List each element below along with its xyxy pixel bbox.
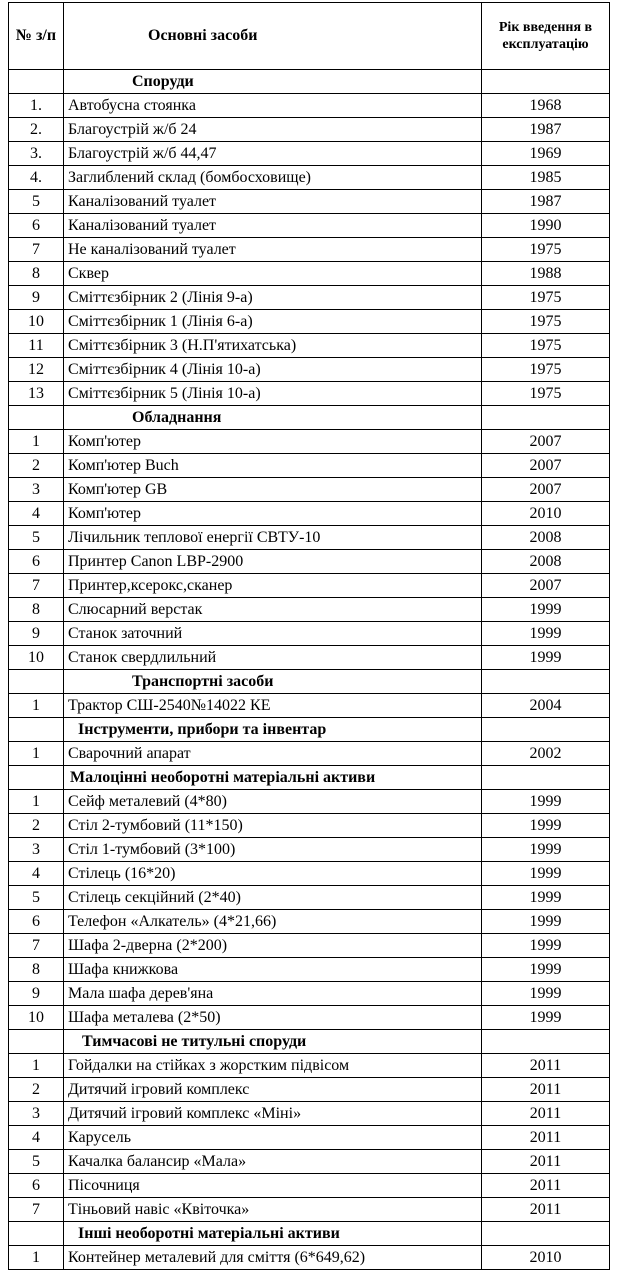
row-asset-name: Качалка балансир «Мала»: [64, 1150, 482, 1174]
table-row: [9, 166, 610, 190]
row-asset-name: Слюсарний верстак: [64, 598, 482, 622]
row-number: 3: [9, 1102, 64, 1126]
table-row: [9, 502, 610, 526]
row-year: 1987: [482, 190, 610, 214]
row-asset-name: Благоустрій ж/б 24: [64, 118, 482, 142]
table-row: [9, 958, 610, 982]
table-row: [9, 694, 610, 718]
table-row: [9, 454, 610, 478]
row-year: 2002: [482, 742, 610, 766]
row-number: 6: [9, 550, 64, 574]
table-row: [9, 862, 610, 886]
row-asset-name: Благоустрій ж/б 44,47: [64, 142, 482, 166]
table-row: [9, 358, 610, 382]
section-number-cell: [9, 70, 64, 94]
table-row: [9, 574, 610, 598]
row-asset-name: Станок заточний: [64, 622, 482, 646]
row-asset-name: Каналізований туалет: [64, 190, 482, 214]
row-asset-name: Пісочниця: [64, 1174, 482, 1198]
row-number: 7: [9, 238, 64, 262]
row-year: 1975: [482, 310, 610, 334]
row-year: 1969: [482, 142, 610, 166]
row-year: 2007: [482, 430, 610, 454]
row-number: 10: [9, 1006, 64, 1030]
table-row: [9, 142, 610, 166]
table-row: [9, 118, 610, 142]
section-title: Споруди: [64, 70, 482, 94]
table-row: [9, 598, 610, 622]
table-header-row: [9, 3, 610, 70]
row-year: 1985: [482, 166, 610, 190]
table-row: [9, 262, 610, 286]
table-row: [9, 790, 610, 814]
row-asset-name: Сміттєзбірник 1 (Лінія 6-а): [64, 310, 482, 334]
row-number: 10: [9, 310, 64, 334]
row-number: 3: [9, 838, 64, 862]
row-asset-name: Тіньовий навіс «Квіточка»: [64, 1198, 482, 1222]
row-year: 2004: [482, 694, 610, 718]
row-year: 2007: [482, 478, 610, 502]
section-year-cell: [482, 406, 610, 430]
row-asset-name: Автобусна стоянка: [64, 94, 482, 118]
row-asset-name: Сварочний апарат: [64, 742, 482, 766]
table-row: [9, 430, 610, 454]
section-year-cell: [482, 766, 610, 790]
table-row: [9, 382, 610, 406]
row-year: 1999: [482, 958, 610, 982]
section-title: Тимчасові не титульні споруди: [64, 1030, 482, 1054]
row-year: 1975: [482, 286, 610, 310]
header-year: Рік введення в експлуатацію: [482, 3, 610, 70]
section-title: Інструменти, прибори та інвентар: [64, 718, 482, 742]
row-number: 12: [9, 358, 64, 382]
row-year: 1990: [482, 214, 610, 238]
row-asset-name: Дитячий ігровий комплекс: [64, 1078, 482, 1102]
row-year: 2011: [482, 1126, 610, 1150]
row-number: 8: [9, 958, 64, 982]
row-asset-name: Сміттєзбірник 5 (Лінія 10-а): [64, 382, 482, 406]
row-number: 1: [9, 742, 64, 766]
table-row: [9, 334, 610, 358]
section-year-cell: [482, 1222, 610, 1246]
row-asset-name: Мала шафа дерев'яна: [64, 982, 482, 1006]
table-row: [9, 1102, 610, 1126]
section-title: Обладнання: [64, 406, 482, 430]
row-asset-name: Стілець (16*20): [64, 862, 482, 886]
row-number: 1.: [9, 94, 64, 118]
table-row: [9, 646, 610, 670]
row-year: 2010: [482, 1246, 610, 1270]
row-year: 2007: [482, 454, 610, 478]
row-number: 5: [9, 886, 64, 910]
section-number-cell: [9, 766, 64, 790]
row-number: 4: [9, 1126, 64, 1150]
row-year: 1999: [482, 934, 610, 958]
row-asset-name: Принтер,ксерокс,сканер: [64, 574, 482, 598]
row-year: 1988: [482, 262, 610, 286]
row-asset-name: Шафа 2-дверна (2*200): [64, 934, 482, 958]
row-number: 1: [9, 790, 64, 814]
table-row: [9, 214, 610, 238]
header-number: № з/п: [9, 3, 64, 70]
section-number-cell: [9, 406, 64, 430]
row-number: 4: [9, 862, 64, 886]
table-row: [9, 1078, 610, 1102]
table-row: [9, 982, 610, 1006]
row-number: 1: [9, 430, 64, 454]
row-number: 5: [9, 190, 64, 214]
row-number: 6: [9, 1174, 64, 1198]
section-year-cell: [482, 70, 610, 94]
row-year: 1968: [482, 94, 610, 118]
row-number: 8: [9, 598, 64, 622]
row-year: 1999: [482, 1006, 610, 1030]
section-number-cell: [9, 1030, 64, 1054]
row-number: 11: [9, 334, 64, 358]
table-row: [9, 742, 610, 766]
section-header-row: [9, 1222, 610, 1246]
row-year: 2011: [482, 1150, 610, 1174]
section-number-cell: [9, 718, 64, 742]
row-year: 1999: [482, 622, 610, 646]
row-year: 1975: [482, 238, 610, 262]
table-row: [9, 286, 610, 310]
section-year-cell: [482, 718, 610, 742]
assets-table-body: [9, 3, 610, 1270]
row-year: 2011: [482, 1174, 610, 1198]
row-asset-name: Лічильник теплової енергії СВТУ-10: [64, 526, 482, 550]
row-year: 1999: [482, 790, 610, 814]
row-asset-name: Станок свердлильний: [64, 646, 482, 670]
row-number: 6: [9, 214, 64, 238]
row-number: 1: [9, 1246, 64, 1270]
table-row: [9, 238, 610, 262]
table-row: [9, 1006, 610, 1030]
row-number: 1: [9, 1054, 64, 1078]
row-year: 2011: [482, 1078, 610, 1102]
table-row: [9, 1174, 610, 1198]
table-row: [9, 1054, 610, 1078]
table-row: [9, 526, 610, 550]
row-asset-name: Трактор СШ-2540№14022 КЕ: [64, 694, 482, 718]
row-number: 4: [9, 502, 64, 526]
row-number: 7: [9, 934, 64, 958]
row-number: 2: [9, 454, 64, 478]
section-header-row: [9, 766, 610, 790]
row-year: 2010: [482, 502, 610, 526]
row-asset-name: Сміттєзбірник 4 (Лінія 10-а): [64, 358, 482, 382]
section-header-row: [9, 1030, 610, 1054]
section-title: Інші необоротні матеріальні активи: [64, 1222, 482, 1246]
section-header-row: [9, 670, 610, 694]
row-number: 2.: [9, 118, 64, 142]
row-year: 2011: [482, 1198, 610, 1222]
row-asset-name: Комп'ютер: [64, 430, 482, 454]
table-row: [9, 1246, 610, 1270]
row-asset-name: Шафа металева (2*50): [64, 1006, 482, 1030]
row-year: 2007: [482, 574, 610, 598]
row-year: 1999: [482, 910, 610, 934]
row-year: 2011: [482, 1054, 610, 1078]
row-asset-name: Сейф металевий (4*80): [64, 790, 482, 814]
section-year-cell: [482, 670, 610, 694]
row-number: 13: [9, 382, 64, 406]
row-number: 9: [9, 286, 64, 310]
row-number: 3.: [9, 142, 64, 166]
row-number: 9: [9, 622, 64, 646]
table-row: [9, 478, 610, 502]
table-row: [9, 934, 610, 958]
row-year: 1999: [482, 982, 610, 1006]
table-row: [9, 1198, 610, 1222]
row-number: 2: [9, 814, 64, 838]
table-row: [9, 886, 610, 910]
row-asset-name: Стілець секційний (2*40): [64, 886, 482, 910]
row-asset-name: Контейнер металевий для сміття (6*649,62): [64, 1246, 482, 1270]
row-year: 2008: [482, 526, 610, 550]
row-asset-name: Комп'ютер Buch: [64, 454, 482, 478]
table-row: [9, 838, 610, 862]
row-asset-name: Стіл 1-тумбовий (3*100): [64, 838, 482, 862]
row-number: 3: [9, 478, 64, 502]
table-row: [9, 190, 610, 214]
row-asset-name: Сміттєзбірник 2 (Лінія 9-а): [64, 286, 482, 310]
header-asset-name: Основні засоби: [64, 3, 482, 70]
table-row: [9, 622, 610, 646]
row-year: 1975: [482, 358, 610, 382]
row-asset-name: Заглиблений склад (бомбосховище): [64, 166, 482, 190]
row-year: 1975: [482, 334, 610, 358]
section-header-row: [9, 718, 610, 742]
row-number: 2: [9, 1078, 64, 1102]
table-row: [9, 310, 610, 334]
section-header-row: [9, 406, 610, 430]
row-asset-name: Шафа книжкова: [64, 958, 482, 982]
row-asset-name: Карусель: [64, 1126, 482, 1150]
row-year: 1987: [482, 118, 610, 142]
row-year: 1999: [482, 814, 610, 838]
table-row: [9, 94, 610, 118]
section-year-cell: [482, 1030, 610, 1054]
row-number: 5: [9, 1150, 64, 1174]
row-asset-name: Сміттєзбірник 3 (Н.П'ятихатська): [64, 334, 482, 358]
row-asset-name: Сквер: [64, 262, 482, 286]
assets-table: [8, 2, 610, 1270]
row-asset-name: Не каналізований туалет: [64, 238, 482, 262]
section-number-cell: [9, 1222, 64, 1246]
row-asset-name: Стіл 2-тумбовий (11*150): [64, 814, 482, 838]
row-year: 1999: [482, 886, 610, 910]
row-year: 2011: [482, 1102, 610, 1126]
row-number: 5: [9, 526, 64, 550]
row-number: 1: [9, 694, 64, 718]
row-number: 7: [9, 574, 64, 598]
row-number: 9: [9, 982, 64, 1006]
table-row: [9, 550, 610, 574]
row-number: 8: [9, 262, 64, 286]
row-asset-name: Комп'ютер GB: [64, 478, 482, 502]
row-asset-name: Дитячий ігровий комплекс «Міні»: [64, 1102, 482, 1126]
row-number: 10: [9, 646, 64, 670]
row-asset-name: Комп'ютер: [64, 502, 482, 526]
section-number-cell: [9, 670, 64, 694]
section-header-row: [9, 70, 610, 94]
row-year: 1999: [482, 598, 610, 622]
row-year: 1999: [482, 862, 610, 886]
table-row: [9, 910, 610, 934]
table-row: [9, 1126, 610, 1150]
row-number: 6: [9, 910, 64, 934]
table-row: [9, 814, 610, 838]
section-title: Малоцінні необоротні матеріальні активи: [64, 766, 482, 790]
row-asset-name: Гойдалки на стійках з жорстким підвісом: [64, 1054, 482, 1078]
row-asset-name: Каналізований туалет: [64, 214, 482, 238]
row-number: 7: [9, 1198, 64, 1222]
row-asset-name: Принтер Canon LBP-2900: [64, 550, 482, 574]
row-number: 4.: [9, 166, 64, 190]
row-year: 2008: [482, 550, 610, 574]
table-row: [9, 1150, 610, 1174]
row-year: 1999: [482, 646, 610, 670]
section-title: Транспортні засоби: [64, 670, 482, 694]
row-year: 1999: [482, 838, 610, 862]
row-asset-name: Телефон «Алкатель» (4*21,66): [64, 910, 482, 934]
row-year: 1975: [482, 382, 610, 406]
